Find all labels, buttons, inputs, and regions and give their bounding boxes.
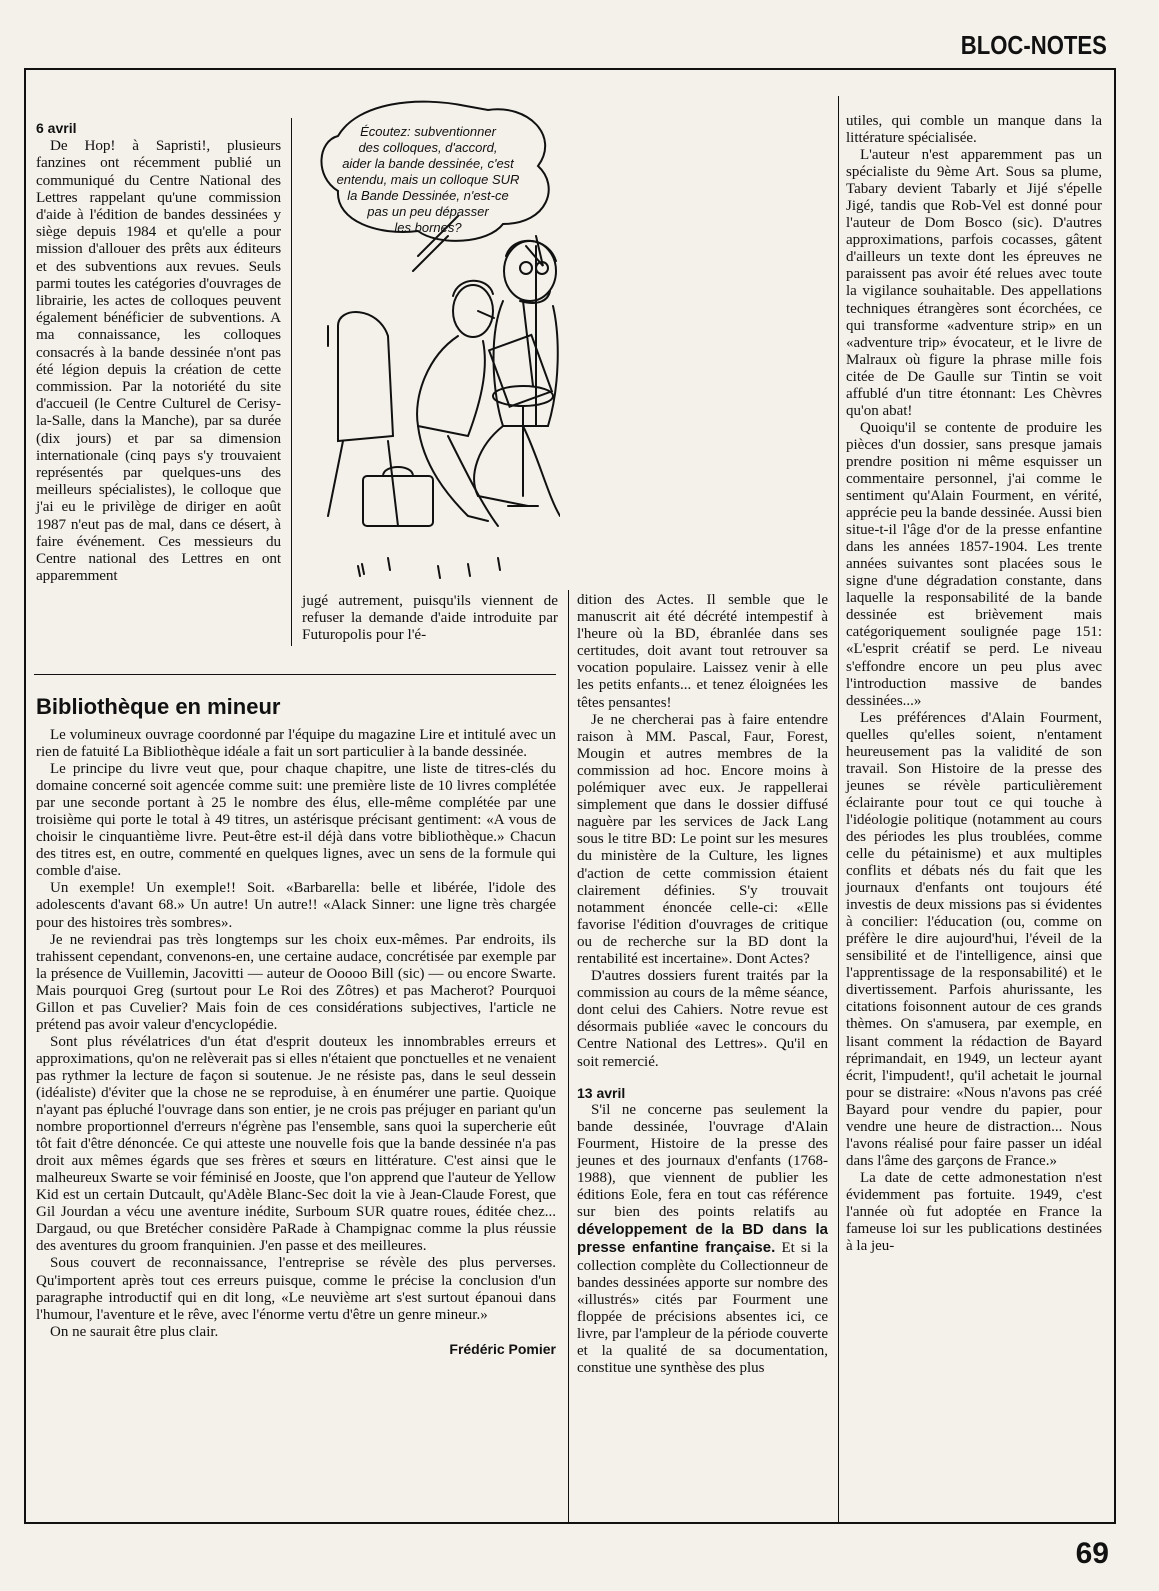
cartoon-drawing <box>298 96 560 602</box>
paragraph: Le principe du livre veut que, pour chaque chapitre, une liste de titres-clés du domaine concerné soit agencée comme suit: une première liste de 10 livres complétée par une seconde portant à 25 le nombre des élus, elle-même complétée par une troisième qui porte le total à 49 titres, un astérisque précisant gentiment: «A vous de choisir le cinquantième livre. Peut-être est-il déjà dans votre bibliothèque.» Chacun des titres est, en outre, commenté en quelques lignes, avec un sens de la formule qui comble d'aise. <box>36 761 556 880</box>
paragraph: Je ne chercherai pas à faire entendre raison à MM. Pascal, Faur, Forest, Mougin et autres membres de la commission ad hoc. Encore moins à polémiquer avec eux. Je rappellerai simplement que dans le dossier diffusé naguère par les services de Jack Lang sous le titre BD: Le point sur les mesures du ministère de la Culture, les lignes d'action de cette commission étaient clairement définies. S'y trouvait notamment énoncée celle-ci: «Elle favorise l'édition d'ouvrages de critique ou de recherche sur la BD dont la rentabilité est incertaine». Dont Actes? <box>577 711 828 967</box>
paragraph: jugé autrement, puisqu'ils viennent de refuser la demande d'aide introduite par Futuropolis pour l'é- <box>302 592 558 644</box>
paragraph: Un exemple! Un exemple!! Soit. «Barbarella: belle et libérée, l'idole des adolescents d'avant 68.» Un autre! Un autre!! «Alack Sinner: une ligne très chargée pour des histoires très sombres». <box>36 880 556 931</box>
paragraph: Quoiqu'il se contente de produire les pièces d'un dossier, sans presque jamais prendre position ni même esquisser un commentaire personnel, j'ai comme le sentiment qu'Alain Fourment, en vérité, apprécie peu la bande dessinée. Aussi bien situe-t-il l'âge d'or de la presse enfantine dans les années 1857-1904. Les trente années suivantes sont placées sous le signe d'une dégradation constante, dans laquelle la responsabilité de la bande dessinée est brièvement mais catégoriquement soulignée page 151: «L'esprit créatif se perd. Le niveau s'effondre encore un peu plus avec l'introduction massive de bandes dessinées...» <box>846 419 1102 709</box>
paragraph: Sont plus révélatrices d'un état d'esprit douteux les innombrables erreurs et approximations, qu'on ne relèverait pas si elles n'étaient que ponctuelles et ne venaient pas rythmer la lecture de façon si soutenue. Je ne résiste pas, dans le seul dessein (idéaliste) d'éviter que la chose ne se reproduise, à en énumérer une partie. Quoique n'ayant pas épluché l'ouvrage dans son entier, je ne crois pas préjuger en pariant qu'un nombre proportionnel d'erreurs n'égrène pas l'ensemble, sans quoi la supercherie eût tôt fait d'être dénoncée. Ce qui atteste une nouvelle fois que la bande dessinée n'a pas droit aux mêmes égards que ses frères et sœurs en littérature. C'est ainsi que le malheureux Swarte se voir féminisé en Jooste, que l'on apprend que l'auteur de Yellow Kid est un certain Dutcault, qu'Adèle Blanc-Sec doit la vie à Jean-Claude Forest, que Gil Jourdan a vécu une aventure inédite, Surboum SUR quatre roues, éditée chez... Dargaud, ou que Bretécher considère PaRade à Champignac comme la plus réussie des aventures du groom franquinien. J'en passe et des meilleures. <box>36 1033 556 1255</box>
column-2-bottom <box>302 592 558 644</box>
text-run: S'il ne concerne pas seulement la bande dessinée, l'ouvrage d'Alain Fourment, Histoire de la presse des jeunes et des journaux d'enfants (1768-1988), que viennent de publier les éditions Eole, fera en tout cas référence sur bien des points relatifs au <box>577 1101 828 1221</box>
column-3 <box>577 592 828 1377</box>
entry-date: 6 avril <box>36 120 77 136</box>
paragraph: Le volumineux ouvrage coordonné par l'équipe du magazine Lire et intitulé avec un rien de fatuité La Bibliothèque idéale a fait un sort particulier à la bande dessinée. <box>36 727 556 761</box>
paragraph: Sous couvert de reconnaissance, l'entreprise se révèle des plus perverses. Qu'importent après tout ces erreurs puisque, comme le précise la conclusion d'un paragraphe introductif qui en dit long, «Le neuvième art s'est surtout épanoui dans l'humour, l'aventure et le rêve, avec l'énorme vertu d'être un genre mineur.» <box>36 1255 556 1323</box>
speech-bubble-line-4: entendu, mais un colloque SUR <box>336 172 520 187</box>
paragraph <box>577 1102 828 1378</box>
paragraph: L'auteur n'est apparemment pas un spécialiste du 9ème Art. Sous sa plume, Tabary devient Tabarly et Jijé s'épelle Jigé, tandis que Rob-Vel est donné pour l'auteur de Dom Bosco (sic). D'autres approximations, parfois cocasses, gâtent d'ailleurs un texte dont les épreuves ne paraissent pas avoir été relues avec toute la vigilance souhaitable. Des appellations techniques étrangères sont écorchées, ce qui transforme «adventure strip» en un «adventure trip» évocateur, et le livre de Malraux où figure la phrase mille fois citée de De Gaulle sur Tintin se voit affublé d'un titre étonnant: Les Chèvres qu'on abat! <box>846 147 1102 419</box>
column-rule-1 <box>291 118 292 646</box>
speech-bubble-line-3: aider la bande dessinée, c'est <box>342 156 514 171</box>
paragraph: Les préférences d'Alain Fourment, quelles qu'elles soient, n'entament heureusement pas la validité de son travail. Son Histoire de la presse des jeunes se révèle particulièrement éclairante pour tout ce qui touche à l'idéologie politique (notamment au cours des périodes les plus troublées, comme celle du pétainisme) et aux multiples conflits et débats nés du fait que les journaux d'enfants ont toujours été investis de deux missions pas si évidentes à concilier: l'éducation (ou, comme on préfère le dire aujourd'hui, l'éveil de la sensibilité et de l'intelligence, ainsi que l'apprentissage de la responsabilité) et le divertissement. Parfois ahurissante, les citations foisonnent autour de ces grands thèmes. On s'amusera, par exemple, en lisant comment la rédaction de Bayard réprimandait, en 1949, un lecteur ayant écrit, l'impudent!, qu'il achetait le journal pour se distraire: «Nous n'avons pas créé Bayard pour vendre du papier, pour vendre une heure de distraction... Nous l'avons réalisé pour faire passer un idéal dans l'âme des garçons de France.» <box>846 709 1102 1169</box>
paragraph: D'autres dossiers furent traités par la commission au cours de la même séance, dont celui des Cahiers. Notre revue est désormais publiée «avec le concours du Centre National des Lettres». Qu'il en soit remercié. <box>577 968 828 1070</box>
paragraph: La date de cette admonestation n'est évidemment pas fortuite. 1949, c'est l'année où fut adoptée en France la fameuse loi sur les publications destinées à la jeu- <box>846 1169 1102 1255</box>
speech-bubble-line-5: la Bande Dessinée, n'est-ce <box>347 188 509 203</box>
speech-bubble-line-2: des colloques, d'accord, <box>358 140 498 155</box>
paragraph: utiles, qui comble un manque dans la littérature spécialisée. <box>846 113 1102 147</box>
column-rule-2 <box>568 590 569 1524</box>
paragraph: De Hop! à Sapristi!, plusieurs fanzines ont récemment publié un communiqué du Centre National des Lettres rappelant qu'une commission d'aide à l'édition de bandes dessinées y siège depuis 1984 et qu'elle a pour mission d'allouer des prêts aux éditeurs et des subventions aux revues. Seuls parmi toutes les catégories d'ouvrages de librairie, les actes de colloques peuvent également bénéficier de subventions. A ma connaissance, les colloques consacrés à la bande dessinée n'ont pas été légion depuis la création de cette commission. Par la notoriété du site d'accueil (le Centre Culturel de Cerisy-la-Salle, dans la Manche), par sa durée (dix jours) et par sa dimension internationale (cinq pays s'y trouvaient représentés par quelques-uns des meilleurs spécialistes), le colloque que j'ai eu le privilège de diriger en août 1987 n'eut pas de mal, dans ce désert, à faire événement. Ces messieurs du Centre national des Lettres en ont apparemment <box>36 137 281 585</box>
article-body <box>36 727 556 1358</box>
speech-bubble-line-6: pas un peu dépasser <box>367 204 489 219</box>
column-rule-3 <box>838 96 839 1524</box>
section-header: BLOC-NOTES <box>960 30 1107 60</box>
paragraph: On ne saurait être plus clair. <box>50 1323 219 1340</box>
column-1-top <box>36 120 281 584</box>
paragraph: dition des Actes. Il semble que le manuscrit ait été décrété intempestif à l'heure où la BD, ébranlée dans ses certitudes, doit avant tout retrouver sa vocation populaire. Laissez venir à elle les petits enfants... et tenez éloignées les têtes pensantes! <box>577 592 828 711</box>
entry-date: 13 avril <box>577 1084 626 1101</box>
article-title: Bibliothèque en mineur <box>36 694 281 719</box>
text-run: Et si la collection complète du Collectionneur de bandes dessinées apporte sur nombre des «illustrés» cités par Fourment une floppée de précisions absentes ici, ce livre, par l'ampleur de la période couverte et la qualité de sa documentation, constitue une synthèse des plus <box>577 1240 828 1377</box>
page-number: 69 <box>1075 1537 1109 1570</box>
paragraph: Je ne reviendrai pas très longtemps sur les choix eux-mêmes. Par endroits, ils trahissent cependant, convenons-en, une certaine audace, concrétisée par exemple par la présence de Vuillemin, Jacovitti — auteur de Ooooo Bill (sic) — ou encore Swarte. Mais pourquoi Greg (surtout pour Le Roi des Zôtres) et pas Macherot? Pourquoi Gillon et pas Cuvelier? Mais foin de ces considérations subjectives, l'article ne prétend pas avoir valeur d'encyclopédie. <box>36 931 556 1033</box>
bold-phrase: développement de la BD dans la presse enfantine française. <box>577 1221 828 1257</box>
column-4 <box>846 113 1102 1255</box>
speech-bubble-line-1: Écoutez: subventionner <box>360 124 496 139</box>
author-signature: Frédéric Pomier <box>449 1340 556 1357</box>
speech-bubble-line-7: les bornes? <box>394 220 462 235</box>
cartoon-illustration <box>298 96 560 602</box>
article-separator <box>34 674 556 675</box>
